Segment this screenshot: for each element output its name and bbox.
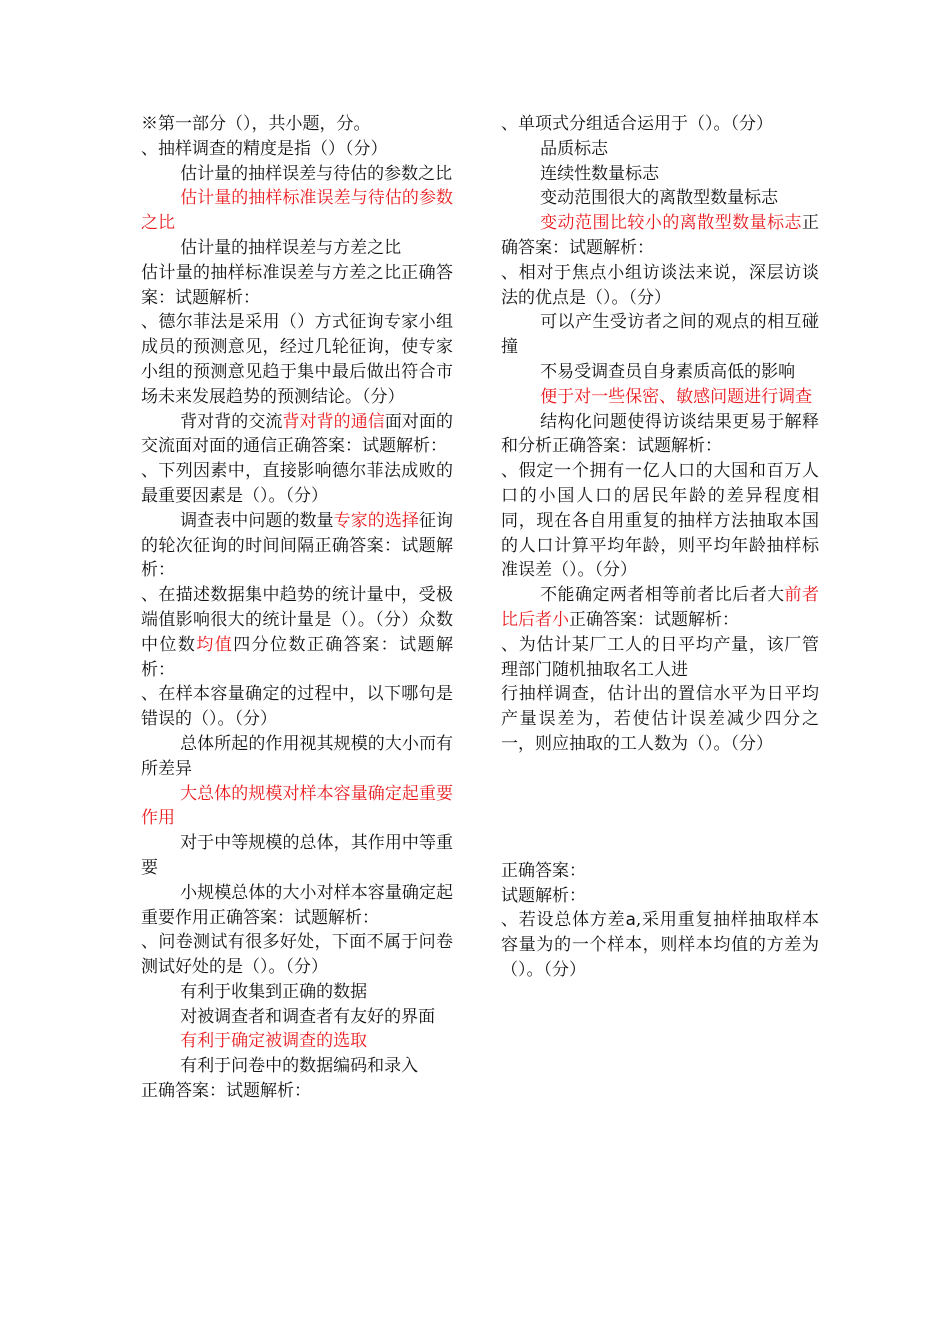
question-4 (141, 583, 453, 682)
question-2-option-b-correct: 背对背的通信 (282, 411, 385, 432)
question-6-option-d: 有利于问卷中的数据编码和录入 (180, 1056, 419, 1077)
question-5-option-c: 对于中等规模的总体，其作用中等重要 (141, 833, 453, 878)
question-8-option-d-answer: 结构化问题使得访谈结果更易于解释和分析正确答案：试题解析： (501, 411, 819, 457)
question-10-answer: 正确答案： (501, 860, 586, 881)
question-2-option-a: 背对背的交流 (180, 411, 283, 432)
question-6-stem: 、问卷测试有很多好处，下面不属于问卷测试好处的是（）。（分） (141, 932, 453, 978)
question-7-answer: 正确答案：试题解析： (501, 213, 819, 258)
right-column (501, 112, 819, 983)
question-8-option-c-correct: 便于对一些保密、敏感问题进行调查 (540, 386, 813, 407)
question-11-variable: a (625, 910, 636, 931)
question-5-option-a: 总体所起的作用视其规模的大小而有所差异 (141, 733, 453, 779)
question-10-explanation: 试题解析： (501, 885, 586, 906)
question-11-stem-pre: 、若设总体方差 (501, 910, 626, 931)
question-3-option-b-correct: 专家的选择 (333, 510, 419, 531)
question-4-stem: 、在描述数据集中趋势的统计量中，受极端值影响很大的统计量是（）。（分）众数中位数 (141, 585, 453, 655)
question-3-option-a: 调查表中问题的数量 (180, 510, 334, 531)
question-1-stem: 、抽样调查的精度是指（）（分） (141, 138, 388, 159)
question-3-stem: 、下列因素中，直接影响德尔菲法成败的最重要因素是（）。（分） (141, 461, 453, 506)
blank-space (501, 757, 819, 859)
question-7-stem: 、单项式分组适合运用于（）。（分） (501, 114, 773, 134)
left-column (141, 112, 453, 1104)
question-11-stem-post: ,采用重复抽样抽取样本容量为的一个样本，则样本均值的方差为（）。（分） (501, 910, 820, 980)
question-1-option-b-correct: 估计量的抽样标准误差与待估的参数之比 (141, 188, 453, 234)
question-7-option-b: 连续性数量标志 (540, 163, 660, 184)
question-10-stem-line1: 、为估计某厂工人的日平均产量，该厂管理部门随机抽取名工人进 (501, 634, 819, 680)
question-6-option-a: 有利于收集到正确的数据 (180, 981, 368, 1002)
question-9-option-b-correct: 前者比后者小 (501, 585, 820, 630)
section-header: ※第一部分（），共小题，分。 (141, 114, 371, 134)
question-1-option-d-answer: 估计量的抽样标准误差与方差之比正确答案：试题解析： (141, 262, 453, 308)
question-7-option-d (501, 211, 819, 261)
question-7-option-c: 变动范围很大的离散型数量标志 (540, 188, 779, 209)
question-5-option-b-correct: 大总体的规模对样本容量确定起重要作用 (141, 783, 453, 829)
question-6-option-c-correct: 有利于确定被调查的选取 (180, 1031, 368, 1052)
question-9-stem: 、假定一个拥有一亿人口的大国和百万人口的小国人口的居民年龄的差异程度相同，现在各自用重复的抽样方法抽取本国的人口计算平均年龄，则平均年龄抽样标准误差（）。（分） (501, 461, 819, 581)
question-7-option-a: 品质标志 (540, 138, 609, 159)
question-1-option-a: 估计量的抽样误差与待估的参数之比 (180, 163, 453, 184)
question-7-option-d-correct: 变动范围比较小的离散型数量标志 (540, 213, 802, 234)
question-2-options (141, 410, 453, 460)
question-5-option-d-answer: 小规模总体的大小对样本容量确定起重要作用正确答案：试题解析： (141, 882, 453, 928)
question-10-stem-line2: 行抽样调查，估计出的置信水平为日平均产量误差为，若使估计误差减少四分之一，则应抽取的工人数为（）。（分） (501, 684, 819, 754)
question-2-stem: 、德尔菲法是采用（）方式征询专家小组成员的预测意见，经过几轮征询，使专家小组的预测意见趋于集中最后做出符合市场未来发展趋势的预测结论。（分） (141, 312, 453, 407)
question-8-option-a: 可以产生受访者之间的观点的相互碰撞 (501, 312, 819, 358)
question-9-options (501, 583, 819, 633)
question-3-option-rest: 征询的轮次征询的时间间隔正确答案：试题解析： (141, 510, 454, 581)
question-6-option-b: 对被调查者和调查者有友好的界面 (180, 1006, 436, 1027)
question-8-option-b: 不易受调查员自身素质高低的影响 (540, 361, 796, 382)
question-5-stem: 、在样本容量确定的过程中，以下哪句是错误的（）。（分） (141, 684, 453, 730)
question-8-stem: 、相对于焦点小组访谈法来说，深层访谈法的优点是（）。（分） (501, 262, 819, 308)
question-6-answer: 正确答案：试题解析： (141, 1081, 311, 1102)
question-1-option-c: 估计量的抽样误差与方差之比 (180, 237, 402, 258)
question-9-option-a: 不能确定两者相等前者比后者大 (540, 585, 785, 606)
question-9-answer: 正确答案：试题解析： (569, 609, 739, 630)
question-3-options (141, 509, 453, 583)
question-11-stem (501, 908, 819, 982)
question-4-option-correct: 均值 (196, 634, 234, 655)
question-4-option-rest: 四分位数正确答案：试题解析： (141, 634, 453, 680)
question-2-option-rest: 面对面的交流面对面的通信正确答案：试题解析： (141, 411, 454, 457)
